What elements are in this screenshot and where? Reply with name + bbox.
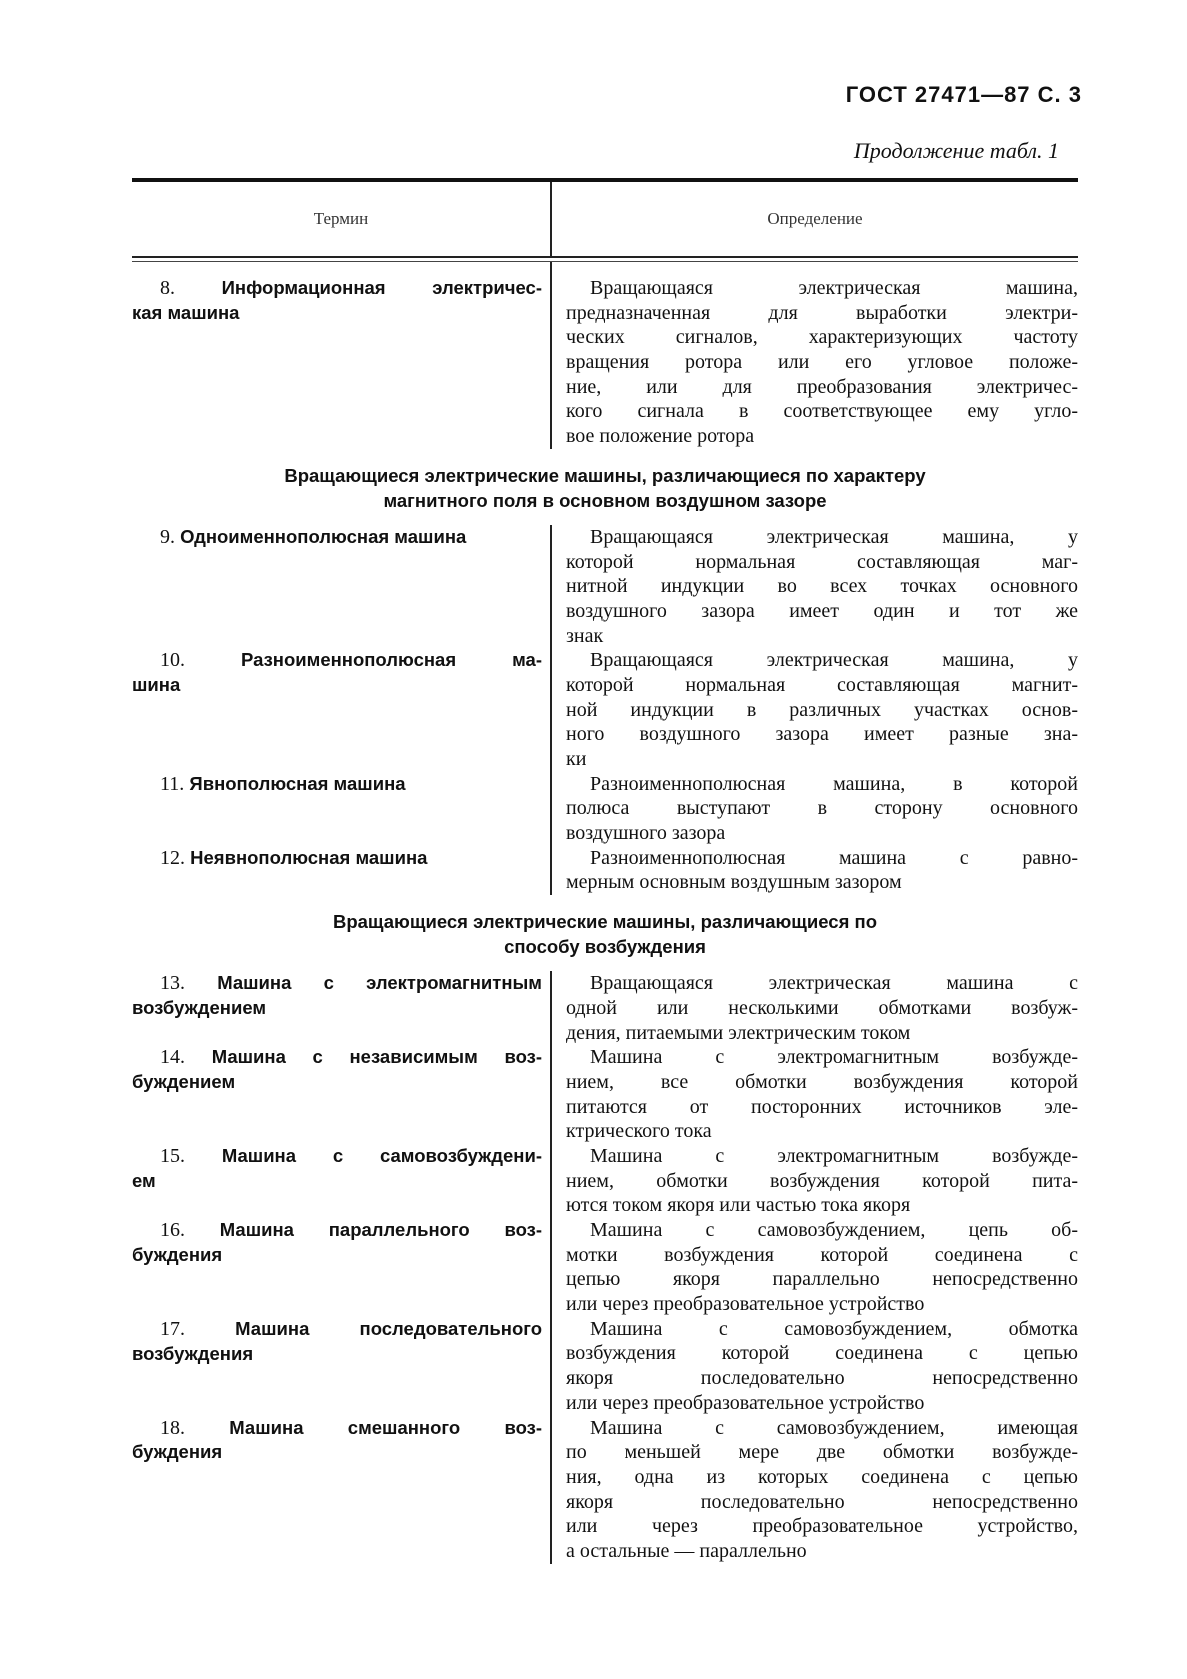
term-line: [132, 673, 542, 698]
definition-line: мерным основным воздушным зазором: [566, 871, 902, 894]
table-body: [132, 262, 1078, 1564]
definition-line: Машина с самовозбуждением, обмотка: [590, 1317, 1078, 1340]
term-text: буждения: [132, 1243, 223, 1265]
term-text: буждения: [132, 1441, 223, 1463]
term-column: [132, 971, 550, 1564]
term-line: [132, 276, 542, 301]
definition-line: по меньшей мере две обмотки возбужде-: [566, 1441, 1078, 1464]
definition-line: предназначенная для выработки электри-: [566, 301, 1078, 324]
term-entry: [132, 276, 542, 325]
terms-table: [132, 178, 1078, 1564]
term-entry: [132, 1317, 542, 1366]
definition-line: Машина с электромагнитным возбужде-: [590, 1046, 1078, 1069]
term-text: возбуждения: [132, 1342, 254, 1364]
definition-line: Вращающаяся электрическая машина,: [590, 277, 1078, 299]
section-heading-line: Вращающиеся электрические машины, различающиеся по: [332, 911, 878, 933]
term-entry: [132, 1144, 542, 1193]
definition-line: ние, или для преобразования электричес-: [566, 375, 1078, 398]
definition-line: или через преобразовательное устройство: [566, 1391, 925, 1414]
term-line: [132, 971, 542, 996]
definition-line: цепью якоря параллельно непосредственно: [566, 1268, 1078, 1291]
row-group: [132, 971, 1078, 1564]
table-header: [132, 182, 1078, 256]
term-number: 14.: [160, 1046, 185, 1069]
definition-line: Вращающаяся электрическая машина с: [590, 972, 1078, 995]
row-group: [132, 262, 1078, 449]
term-line: [132, 772, 542, 797]
term-line: [132, 1070, 542, 1095]
definition-line: Машина с самовозбуждением, цепь об-: [590, 1219, 1078, 1241]
definition-line: нием, обмотки возбуждения которой пита-: [566, 1169, 1078, 1192]
definition-line: или через преобразовательное устройство: [566, 1293, 925, 1316]
definition-column: [550, 262, 1078, 449]
term-number: 15.: [160, 1145, 185, 1168]
definition-line: а остальные — параллельно: [566, 1539, 807, 1562]
term-entry: [132, 525, 542, 550]
term-line: [132, 996, 542, 1021]
term-text: кая машина: [132, 301, 240, 323]
column-header-definition: Определение: [550, 182, 1078, 256]
term-number: 13.: [160, 972, 185, 995]
term-text: Машина смешанного воз-: [229, 1416, 542, 1438]
term-number: 9.: [160, 525, 175, 548]
term-entry: [132, 772, 542, 797]
term-number: 10.: [160, 649, 185, 672]
definition-line: якоря последовательно непосредственно: [566, 1490, 1078, 1513]
term-text: Информационная электричес-: [221, 277, 543, 298]
term-line: [132, 1317, 542, 1342]
definition-column: [550, 971, 1078, 1564]
definition-line: вращения ротора или его угловое положе-: [566, 351, 1078, 374]
definition-line: воздушного зазора: [566, 822, 726, 845]
term-number: 18.: [160, 1416, 185, 1439]
term-text: буждением: [132, 1070, 236, 1092]
term-text: Одноименнополюсная машина: [180, 525, 467, 547]
definition-line: одной или несколькими обмотками возбуж-: [566, 996, 1078, 1019]
term-column: [132, 262, 550, 449]
term-number: 17.: [160, 1317, 185, 1340]
term-text: Разноименнополюсная ма-: [240, 649, 542, 671]
definition-line: Машина с самовозбуждением, имеющая: [590, 1416, 1078, 1439]
term-text: шина: [132, 674, 181, 695]
definition-line: которой нормальная составляющая маг-: [566, 550, 1078, 573]
section-heading: [132, 909, 1078, 959]
definition-line: Разноименнополюсная машина с равно-: [590, 846, 1078, 869]
term-entry: [132, 1416, 542, 1465]
definition-line: возбуждения которой соединена с цепью: [566, 1342, 1078, 1365]
definition-line: дения, питаемыми электрическим током: [566, 1021, 911, 1044]
term-entry: [132, 1045, 542, 1094]
term-line: [132, 1144, 542, 1169]
definition-line: Машина с электромагнитным возбужде-: [590, 1144, 1078, 1167]
page-header-standard: ГОСТ 27471—87 С. 3: [845, 82, 1082, 107]
section-heading-line: способу возбуждения: [504, 936, 706, 958]
term-text: Неявнополюсная машина: [190, 846, 428, 868]
definition-line: ного воздушного зазора имеет разные зна-: [566, 723, 1078, 746]
definition-line: ки: [566, 748, 587, 770]
term-text: ем: [132, 1169, 156, 1191]
term-text: Машина последовательного: [235, 1317, 543, 1339]
term-line: [132, 525, 542, 550]
term-text: Машина с независимым воз-: [211, 1046, 543, 1068]
row-group: [132, 525, 1078, 895]
term-number: 8.: [160, 277, 175, 299]
definition-column: [550, 525, 1078, 895]
term-text: Явнополюсная машина: [189, 772, 406, 794]
term-entry: [132, 1218, 542, 1267]
column-header-term: Термин: [313, 209, 369, 228]
definition-line: Вращающаяся электрическая машина, у: [590, 649, 1078, 672]
term-entry: [132, 846, 542, 871]
term-text: Машина с электромагнитным: [217, 972, 542, 994]
definition-line: кого сигнала в соответствующее ему угло-: [566, 400, 1078, 423]
definition-line: знак: [566, 624, 604, 647]
section-heading-line: магнитного поля в основном воздушном зазоре: [383, 489, 827, 511]
definition-line: воздушного зазора имеет один и тот же: [566, 599, 1078, 622]
term-column: [132, 525, 550, 895]
term-line: [132, 1169, 542, 1194]
definition-line: ной индукции в различных участках основ-: [566, 698, 1078, 721]
term-text: возбуждением: [132, 996, 267, 1018]
definition-line: нием, все обмотки возбуждения которой: [566, 1070, 1078, 1093]
term-entry: [132, 648, 542, 697]
definition-line: которой нормальная составляющая магнит-: [566, 673, 1078, 696]
definition-line: ческих сигналов, характеризующих частоту: [566, 326, 1078, 349]
definition-line: ния, одна из которых соединена с цепью: [566, 1465, 1078, 1488]
definition-line: ются током якоря или частью тока якоря: [566, 1194, 911, 1217]
table-continuation-label: Продолжение табл. 1: [853, 138, 1059, 163]
term-line: [132, 1342, 542, 1367]
term-line: [132, 1416, 542, 1441]
definition-line: нитной индукции во всех точках основного: [566, 575, 1078, 598]
term-text: Машина параллельного воз-: [219, 1219, 543, 1241]
definition-line: Разноименнополюсная машина, в которой: [590, 772, 1078, 795]
term-line: [132, 1243, 542, 1268]
term-number: 12.: [160, 846, 185, 869]
definition-line: или через преобразовательное устройство,: [566, 1515, 1078, 1538]
term-line: [132, 1218, 542, 1243]
term-number: 16.: [160, 1219, 185, 1242]
term-line: [132, 648, 542, 673]
term-line: [132, 1440, 542, 1465]
section-heading: [132, 463, 1078, 513]
definition-line: мотки возбуждения которой соединена с: [566, 1243, 1078, 1266]
definition-line: полюса выступают в сторону основного: [566, 797, 1078, 820]
section-heading-line: Вращающиеся электрические машины, различающиеся по характеру: [284, 464, 926, 486]
term-number: 11.: [160, 772, 185, 795]
term-entry: [132, 971, 542, 1020]
definition-line: вое положение ротора: [566, 425, 755, 448]
definition-line: якоря последовательно непосредственно: [566, 1367, 1078, 1390]
term-text: Машина с самовозбуждени-: [221, 1145, 542, 1167]
term-line: [132, 1045, 542, 1070]
definition-line: ктрического тока: [566, 1120, 712, 1143]
definition-line: питаются от посторонних источников эле-: [566, 1095, 1078, 1118]
definition-line: Вращающаяся электрическая машина, у: [590, 525, 1078, 548]
term-line: [132, 846, 542, 871]
term-line: [132, 301, 542, 326]
